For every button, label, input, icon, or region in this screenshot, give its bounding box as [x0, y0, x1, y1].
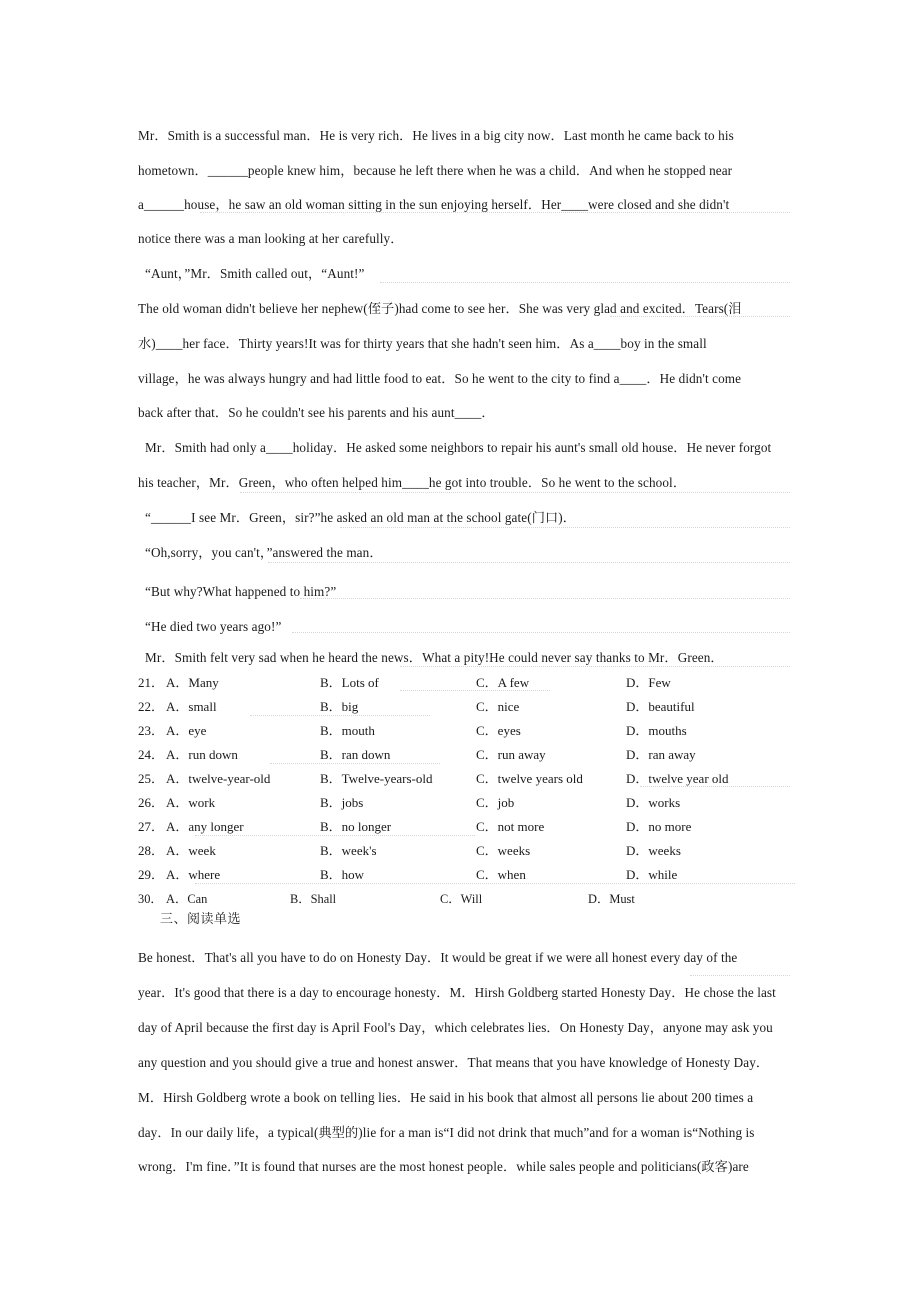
option-number: 28．: [138, 843, 165, 858]
option-b[interactable]: B．mouth: [320, 723, 375, 738]
option-number: 25．: [138, 771, 165, 786]
option-d[interactable]: D．ran away: [626, 747, 696, 762]
option-c[interactable]: C．weeks: [476, 843, 531, 858]
passage-line: “______I see Mr．Green，sir?”he asked an old man at the school gate(门口)．: [145, 510, 577, 525]
option-a[interactable]: A．where: [166, 867, 221, 882]
reading-line: year．It's good that there is a day to encourage honesty．M．Hirsh Goldberg started Honesty Day．He chose the last: [138, 985, 776, 1000]
option-c[interactable]: C．A few: [476, 675, 530, 690]
passage-line: 水)____her face．Thirty years!It was for thirty years that she hadn't seen him．As a____boy in the small: [138, 336, 707, 351]
reading-line: wrong．I'm fine．”It is found that nurses are the most honest people．while sales people and politicians(政客)are: [138, 1159, 749, 1174]
option-c[interactable]: C．run away: [476, 747, 546, 762]
option-c[interactable]: C．not more: [476, 819, 545, 834]
option-row[interactable]: [138, 744, 818, 764]
option-d[interactable]: D．works: [626, 795, 681, 810]
option-b[interactable]: B．jobs: [320, 795, 364, 810]
option-a[interactable]: A．run down: [166, 747, 238, 762]
option-number: 24．: [138, 747, 165, 762]
option-b[interactable]: B．Twelve-years-old: [320, 771, 433, 786]
option-a[interactable]: A．Can: [166, 892, 208, 906]
ruling-line: [380, 282, 790, 283]
option-row[interactable]: [138, 720, 818, 740]
option-b[interactable]: B．Shall: [290, 892, 337, 906]
option-number: 30．: [138, 892, 163, 906]
passage-line: Mr．Smith is a successful man．He is very rich．He lives in a big city now．Last month he came back to his: [138, 128, 734, 143]
option-number: 21．: [138, 675, 165, 690]
option-c[interactable]: C．Will: [440, 892, 483, 906]
passage-line: notice there was a man looking at her carefully．: [138, 231, 404, 246]
reading-line: day of April because the first day is April Fool's Day，which celebrates lies．On Honesty Day，anyone may ask you: [138, 1020, 773, 1035]
option-a[interactable]: A．any longer: [166, 819, 244, 834]
option-a[interactable]: A．twelve-year-old: [166, 771, 271, 786]
option-a[interactable]: A．week: [166, 843, 216, 858]
ruling-line: [400, 666, 790, 667]
option-row[interactable]: [138, 792, 818, 812]
option-d[interactable]: D．twelve year old: [626, 771, 729, 786]
option-number: 22．: [138, 699, 165, 714]
reading-line: M．Hirsh Goldberg wrote a book on telling lies．He said in his book that almost all persons lie about 200 times a: [138, 1090, 754, 1105]
option-b[interactable]: B．no longer: [320, 819, 392, 834]
option-number: 26．: [138, 795, 165, 810]
passage-line: “Oh,sorry，you can't，”answered the man．: [145, 545, 383, 560]
option-b[interactable]: B．ran down: [320, 747, 391, 762]
option-row[interactable]: [138, 889, 818, 909]
option-c[interactable]: C．job: [476, 795, 515, 810]
option-row[interactable]: [138, 696, 818, 716]
ruling-line: [690, 975, 790, 976]
option-c[interactable]: C．twelve years old: [476, 771, 583, 786]
reading-line: day．In our daily life，a typical(典型的)lie for a man is“I did not drink that much”and for a woman is“Nothing is: [138, 1125, 755, 1140]
option-d[interactable]: D．weeks: [626, 843, 681, 858]
passage-line: “He died two years ago!”: [145, 619, 282, 634]
ruling-line: [292, 632, 790, 633]
ruling-line: [240, 492, 790, 493]
passage-line: “Aunt，”Mr．Smith called out，“Aunt!”: [145, 266, 365, 281]
passage-line: his teacher，Mr．Green，who often helped him____he got into trouble．So he went to the school．: [138, 475, 687, 490]
ruling-line: [340, 527, 790, 528]
option-row[interactable]: [138, 840, 818, 860]
passage-line: village，he was always hungry and had little food to eat．So he went to the city to find a____．He didn't come: [138, 371, 742, 386]
option-number: 27．: [138, 819, 165, 834]
option-row[interactable]: [138, 768, 818, 788]
option-row[interactable]: [138, 864, 818, 884]
option-b[interactable]: B．Lots of: [320, 675, 379, 690]
option-b[interactable]: B．how: [320, 867, 365, 882]
passage-line: back after that．So he couldn't see his parents and his aunt____．: [138, 405, 495, 420]
option-number: 23．: [138, 723, 165, 738]
option-a[interactable]: A．small: [166, 699, 217, 714]
option-b[interactable]: B．big: [320, 699, 359, 714]
option-c[interactable]: C．nice: [476, 699, 520, 714]
passage-line: Mr．Smith had only a____holiday．He asked some neighbors to repair his aunt's small old house．He never forgot: [145, 440, 772, 455]
option-row[interactable]: [138, 816, 818, 836]
option-d[interactable]: D．Must: [588, 892, 635, 906]
option-a[interactable]: A．Many: [166, 675, 219, 690]
option-c[interactable]: C．when: [476, 867, 526, 882]
option-d[interactable]: D．beautiful: [626, 699, 695, 714]
ruling-line: [268, 562, 790, 563]
reading-line: any question and you should give a true and honest answer．That means that you have knowledge of Honesty Day．: [138, 1055, 770, 1070]
passage-line: hometown．______people knew him，because he left there when he was a child．And when he stopped near: [138, 163, 733, 178]
option-number: 29．: [138, 867, 165, 882]
passage-line: The old woman didn't believe her nephew(侄子)had come to see her．She was very glad and excited．Tears(泪: [138, 301, 742, 316]
passage-line: “But why?What happened to him?”: [145, 584, 337, 599]
reading-line: Be honest．That's all you have to do on Honesty Day．It would be great if we were all honest every day of the: [138, 950, 738, 965]
option-c[interactable]: C．eyes: [476, 723, 521, 738]
option-d[interactable]: D．no more: [626, 819, 692, 834]
passage-line: a______house，he saw an old woman sitting in the sun enjoying herself．Her____were closed and she didn't: [138, 197, 730, 212]
option-d[interactable]: D．Few: [626, 675, 671, 690]
option-a[interactable]: A．eye: [166, 723, 207, 738]
ruling-line: [300, 598, 790, 599]
option-b[interactable]: B．week's: [320, 843, 377, 858]
option-row[interactable]: [138, 672, 818, 692]
passage-line: Mr．Smith felt very sad when he heard the news．What a pity!He could never say thanks to Mr．Green．: [145, 650, 724, 665]
option-d[interactable]: D．mouths: [626, 723, 687, 738]
option-a[interactable]: A．work: [166, 795, 216, 810]
section-heading: 三、阅读单选: [160, 912, 242, 927]
option-d[interactable]: D．while: [626, 867, 678, 882]
